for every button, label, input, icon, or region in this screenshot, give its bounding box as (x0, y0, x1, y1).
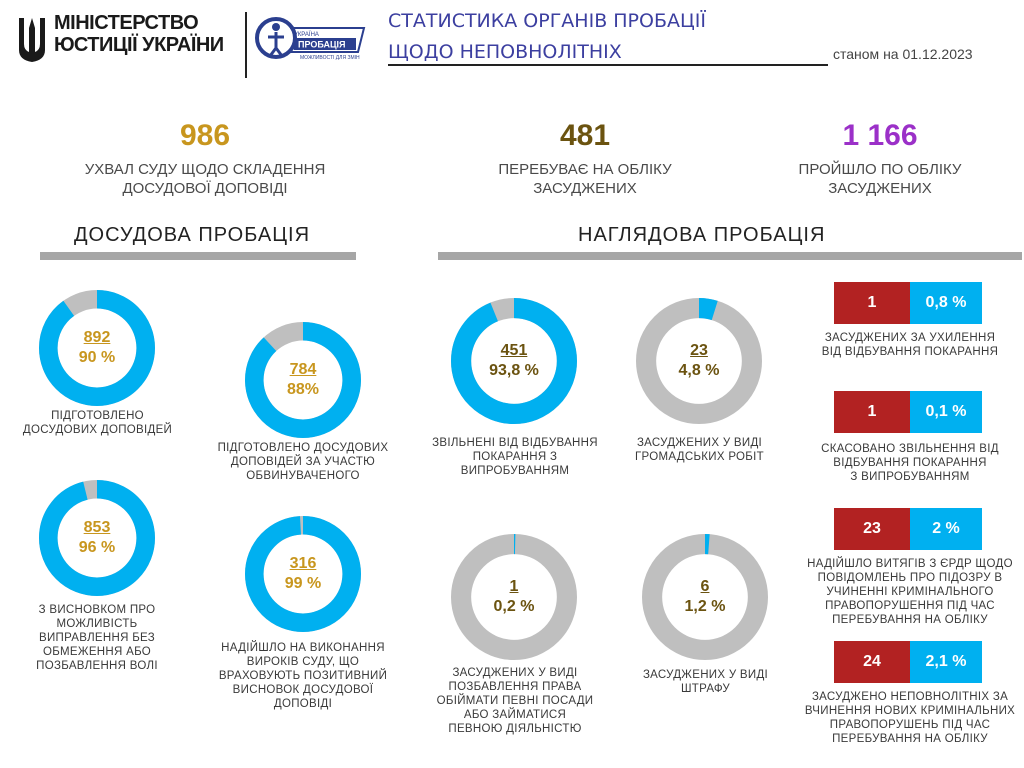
donut-percent: 1,2 % (684, 598, 726, 615)
title-underline (388, 64, 828, 66)
probation-logo-mid-text: ПРОБАЦІЯ (298, 39, 346, 50)
stat-label-line1: ПРОЙШЛО ПО ОБЛІКУ (798, 161, 962, 178)
probation-logo-bottom-text: МОЖЛИВОСТІ ДЛЯ ЗМІН (300, 55, 360, 61)
caption-line: ПОЗБАВЛЕННЯ ВОЛІ (36, 660, 158, 672)
stat-passed (745, 118, 1015, 198)
caption-line: АБО ЗАЙМАТИСЯ (463, 709, 567, 721)
caption-line: ЗАСУДЖЕНО НЕПОВНОЛІТНІХ ЗА (811, 691, 1009, 703)
header-divider (245, 12, 247, 78)
caption-line: ПОКАРАННЯ З (472, 451, 558, 463)
caption-line: ЗАСУДЖЕНИХ У ВИДІ (452, 667, 578, 679)
donut-value: 892 (83, 329, 111, 346)
caption-line: ЗАСУДЖЕНИХ У ВИДІ (636, 437, 763, 449)
caption-line: ДОПОВІДІ (273, 698, 333, 710)
donut-value: 1 (509, 578, 519, 595)
caption-line: ВІД ВІДБУВАННЯ ПОКАРАННЯ (821, 346, 999, 358)
caption-line: ПЕВНОЮ ДІЯЛЬНІСТЮ (448, 723, 582, 735)
donut-chart (245, 516, 361, 632)
section-title-pretrial: ДОСУДОВА ПРОБАЦІЯ (74, 224, 311, 246)
probation-logo-top-text: УКРАЇНА (294, 32, 319, 38)
donut-percent: 99 % (284, 575, 322, 592)
donut-center (636, 298, 762, 424)
caption-line: ПОВІДОМЛЕНЬ ПРО ПІДОЗРУ В (817, 572, 1003, 584)
ratio-box (834, 391, 982, 433)
donut-value: 23 (690, 342, 708, 359)
donut-chart (642, 534, 768, 660)
donut-caption (203, 441, 403, 483)
donut-chart (451, 534, 577, 660)
caption-line: ВРАХОВУЮТЬ ПОЗИТИВНИЙ (218, 670, 388, 682)
donut-center (245, 516, 361, 632)
ratio-count: 23 (834, 508, 910, 550)
caption-line: ЗАСУДЖЕНИХ У ВИДІ (642, 669, 769, 681)
donut-value: 451 (500, 342, 528, 359)
donut-value: 6 (700, 578, 710, 595)
section-bar-pretrial (40, 252, 356, 260)
caption-line: ВІДБУВАННЯ ПОКАРАННЯ (833, 457, 987, 469)
caption-line: ВИРОКІВ СУДУ, ЩО (246, 656, 360, 668)
stat-label-line2: ЗАСУДЖЕНИХ (828, 180, 932, 197)
donut-caption (628, 668, 783, 696)
stat-value: 1 166 (842, 119, 918, 152)
report-title-line2: ЩОДО НЕПОВНОЛІТНІХ (388, 41, 622, 63)
caption-line: ПОЗБАВЛЕННЯ ПРАВА (448, 681, 582, 693)
stat-value: 986 (179, 119, 231, 152)
donut-chart (245, 322, 361, 438)
ratio-count: 1 (834, 391, 910, 433)
ratio-percent: 0,8 % (910, 282, 982, 324)
donut-chart (451, 298, 577, 424)
donut-caption (622, 436, 777, 464)
caption-line: ЗВІЛЬНЕНІ ВІД ВІДБУВАННЯ (432, 437, 598, 449)
caption-line: ПІДГОТОВЛЕНО ДОСУДОВИХ (217, 442, 389, 454)
donut-caption (22, 603, 172, 673)
coat-of-arms-icon (16, 14, 48, 64)
ratio-percent: 2,1 % (910, 641, 982, 683)
caption-line: ОБВИНУВАЧЕНОГО (246, 470, 360, 482)
stat-label-line1: УХВАЛ СУДУ ЩОДО СКЛАДЕННЯ (84, 161, 326, 178)
stat-value: 481 (559, 119, 611, 152)
donut-caption (430, 436, 600, 478)
donut-value: 853 (83, 519, 111, 536)
caption-line: ВИПРОБУВАННЯМ (460, 465, 570, 477)
stat-label-line2: ДОСУДОВОЇ ДОПОВІДІ (122, 180, 288, 197)
caption-line: ПЕРЕБУВАННЯ НА ОБЛІКУ (832, 614, 988, 626)
caption-line: НАДІЙШЛО НА ВИКОНАННЯ (221, 642, 385, 654)
donut-percent: 0,2 % (493, 598, 535, 615)
donut-caption (10, 409, 185, 437)
caption-line: ВИПРАВЛЕННЯ БЕЗ (38, 632, 156, 644)
donut-chart (39, 290, 155, 406)
caption-line: ВЧИНЕННЯ НОВИХ КРИМІНАЛЬНИХ (804, 705, 1016, 717)
caption-line: ПЕРЕБУВАННЯ НА ОБЛІКУ (832, 733, 988, 745)
section-bar-supervisory (438, 252, 1022, 260)
donut-chart (39, 480, 155, 596)
donut-chart (636, 298, 762, 424)
caption-line: ОБІЙМАТИ ПЕВНІ ПОСАДИ (436, 695, 594, 707)
caption-line: СКАСОВАНО ЗВІЛЬНЕННЯ ВІД (821, 443, 999, 455)
caption-line: З ВИПРОБУВАННЯМ (850, 471, 970, 483)
report-title (388, 6, 706, 68)
caption-line: УЧИНЕННІ КРИМІНАЛЬНОГО (826, 586, 994, 598)
caption-line: ЗАСУДЖЕНИХ ЗА УХИЛЕННЯ (824, 332, 996, 344)
ratio-caption (800, 690, 1020, 746)
donut-center (451, 534, 577, 660)
donut-caption (203, 641, 403, 711)
caption-line: ШТРАФУ (680, 683, 731, 695)
caption-line: ГРОМАДСЬКИХ РОБІТ (635, 451, 764, 463)
caption-line: ВИСНОВОК ДОСУДОВОЇ (232, 684, 374, 696)
stat-label-line1: ПЕРЕБУВАЄ НА ОБЛІКУ (498, 161, 672, 178)
section-title-supervisory: НАГЛЯДОВА ПРОБАЦІЯ (578, 224, 826, 246)
stat-court-rulings (45, 118, 365, 198)
caption-line: ПРАВОПОРУШЕННЯ ПІД ЧАС (825, 600, 995, 612)
report-title-line1: СТАТИСТИКА ОРГАНІВ ПРОБАЦІЇ (388, 10, 706, 32)
ratio-caption (805, 442, 1015, 484)
caption-line: З ВИСНОВКОМ ПРО (38, 604, 156, 616)
ratio-caption (805, 331, 1015, 359)
donut-percent: 4,8 % (678, 362, 720, 379)
ratio-box (834, 282, 982, 324)
ministry-title (54, 12, 224, 56)
stat-label-line2: ЗАСУДЖЕНИХ (533, 180, 637, 197)
donut-value: 784 (289, 361, 317, 378)
ratio-box (834, 641, 982, 683)
caption-line: ПІДГОТОВЛЕНО (51, 410, 144, 422)
caption-line: НАДІЙШЛО ВИТЯГІВ З ЄРДР ЩОДО (807, 558, 1013, 570)
probation-logo (254, 12, 370, 68)
donut-center (245, 322, 361, 438)
ratio-caption (800, 557, 1020, 627)
donut-caption (430, 666, 600, 736)
donut-percent: 93,8 % (489, 362, 539, 379)
donut-center (39, 290, 155, 406)
ratio-percent: 2 % (910, 508, 982, 550)
donut-center (451, 298, 577, 424)
donut-percent: 90 % (78, 349, 116, 366)
donut-percent: 96 % (78, 539, 116, 556)
ministry-title-line2: ЮСТИЦІЇ УКРАЇНИ (54, 34, 224, 56)
caption-line: МОЖЛИВІСТЬ (56, 618, 138, 630)
donut-percent: 88% (286, 381, 320, 398)
ratio-count: 1 (834, 282, 910, 324)
caption-line: ДОСУДОВИХ ДОПОВІДЕЙ (22, 424, 173, 436)
donut-center (642, 534, 768, 660)
caption-line: ОБМЕЖЕННЯ АБО (42, 646, 152, 658)
caption-line: ДОПОВІДЕЙ ЗА УЧАСТЮ (230, 456, 376, 468)
donut-value: 316 (289, 555, 317, 572)
ratio-box (834, 508, 982, 550)
date-label: станом на 01.12.2023 (833, 46, 973, 62)
ratio-percent: 0,1 % (910, 391, 982, 433)
stat-registered (440, 118, 730, 198)
ratio-count: 24 (834, 641, 910, 683)
ministry-title-line1: МІНІСТЕРСТВО (54, 12, 199, 34)
caption-line: ПРАВОПОРУШЕНЬ ПІД ЧАС (829, 719, 991, 731)
donut-center (39, 480, 155, 596)
